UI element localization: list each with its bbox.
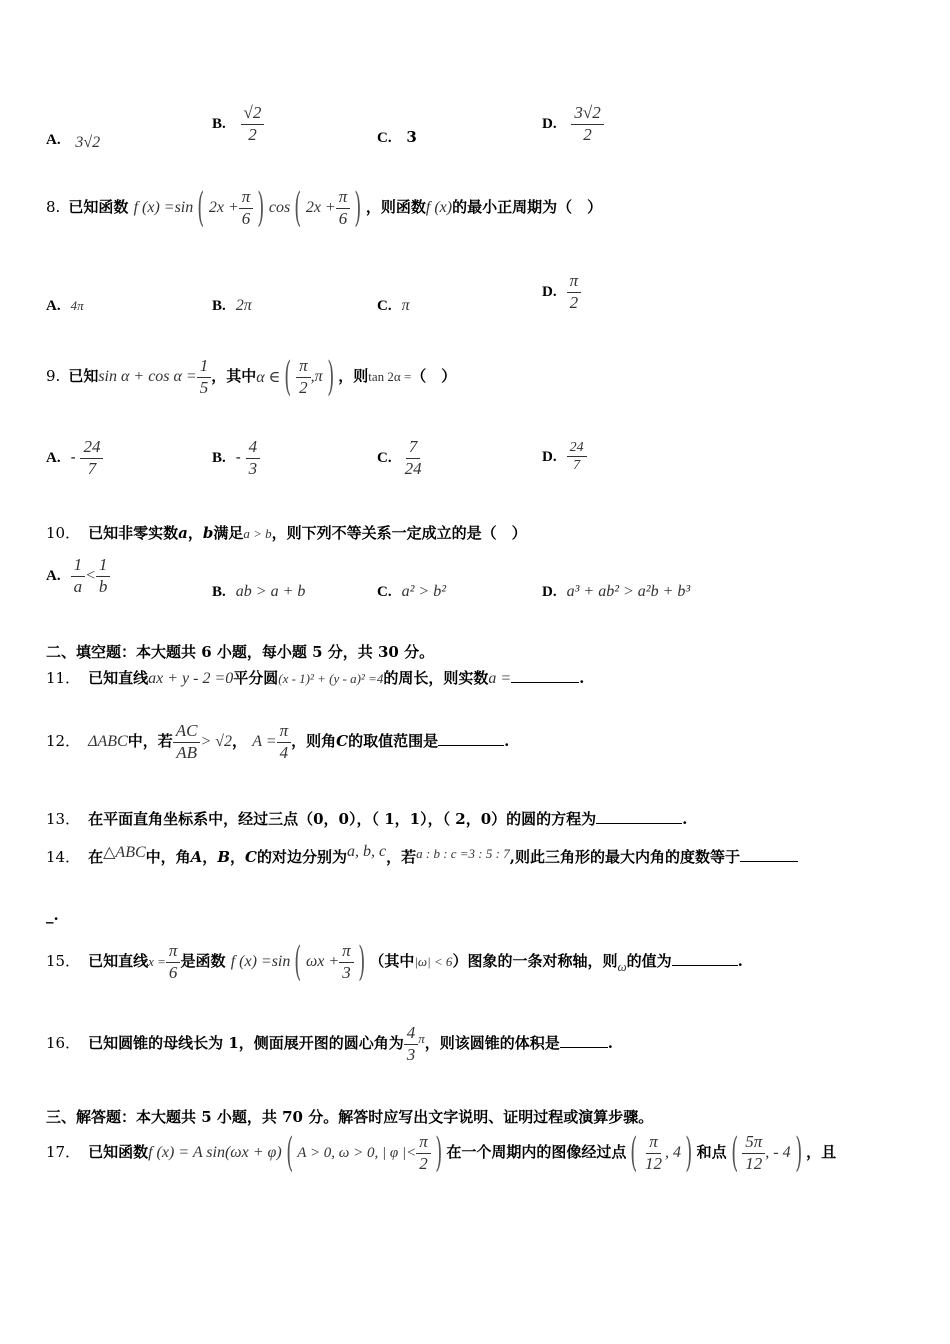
option-value: a³ + ab² > a²b + b³ bbox=[566, 583, 691, 600]
option-label: D. bbox=[542, 116, 557, 133]
q9-option-b bbox=[212, 438, 260, 478]
question-number: 12． bbox=[46, 732, 81, 751]
question-9: 9. 已知sin α + cos α = $\frac{1}{5}$ ，其中α ∈ ( $\frac{\pi}{2}$ ,π ) ，则tan 2α =（ ） bbox=[46, 354, 457, 401]
question-text: ，则角 bbox=[291, 732, 337, 751]
question-number: 17． bbox=[46, 1143, 81, 1162]
question-text: 已知 bbox=[68, 367, 99, 386]
answer-blank[interactable] bbox=[740, 847, 798, 862]
option-fraction: $\frac{3√2}{2}$ bbox=[571, 104, 603, 144]
question-text: 已知圆锥的母线长为 1，侧面展开图的圆心角为 bbox=[88, 1034, 404, 1053]
math-fraction: $\frac{\pi}{6}$ bbox=[336, 188, 351, 228]
math-expr: < bbox=[85, 567, 96, 585]
q7-option-c bbox=[377, 128, 417, 147]
question-text: ）图象的一条对称轴，则 bbox=[452, 952, 618, 971]
section-heading-solutions: 三、解答题：本大题共 5 小题，共 70 分。解答时应写出文字说明、证明过程或演算步骤。 bbox=[46, 1108, 654, 1126]
q9-option-c bbox=[377, 438, 425, 478]
option-fraction: $\frac{24}{7}$ bbox=[80, 438, 103, 478]
question-number: 14． bbox=[46, 848, 81, 866]
question-text: ，则该圆锥的体积是 bbox=[424, 1034, 560, 1053]
question-text: （ ） bbox=[411, 367, 457, 386]
option-label: C. bbox=[377, 298, 392, 314]
q8-option-a bbox=[46, 296, 84, 315]
option-label: B. bbox=[212, 116, 226, 133]
option-value: 4π bbox=[70, 298, 84, 313]
question-8: 8. 已知函数 f (x) =sin ( 2x + $\frac{\pi}{6}$ ) cos ( 2x + $\frac{\pi}{6}$ ) ，则函数f (x)的最小正周期为（ ） bbox=[46, 185, 603, 232]
question-text: . bbox=[607, 1034, 614, 1053]
math-expr: a > b bbox=[243, 526, 272, 541]
question-text: 已知函数 bbox=[88, 1143, 149, 1162]
question-text: 已知非零实数 bbox=[88, 524, 179, 542]
answer-blank[interactable] bbox=[438, 731, 504, 746]
option-value: 3√2 bbox=[75, 134, 101, 151]
question-number: 11． bbox=[46, 669, 81, 687]
question-text: ， bbox=[187, 524, 203, 542]
question-text: 是函数 bbox=[180, 952, 226, 971]
question-text: ，且 bbox=[806, 1143, 837, 1162]
question-text: 的对边分别为 bbox=[256, 848, 347, 866]
option-fraction: $\frac{1}{a}$ bbox=[71, 556, 86, 596]
math-expr: 2x + bbox=[208, 199, 239, 217]
option-label: B. bbox=[212, 298, 226, 314]
math-expr: a, b, c bbox=[346, 843, 387, 860]
question-text: ， bbox=[232, 732, 248, 751]
question-text: . bbox=[579, 669, 585, 687]
question-text: 已知直线 bbox=[88, 952, 149, 971]
math-expr: π bbox=[418, 1031, 425, 1047]
var-b: b bbox=[202, 524, 214, 542]
math-expr: ω bbox=[617, 959, 627, 975]
q10-option-d bbox=[542, 582, 690, 601]
question-14: 14． 在△ABC中，角A，B，C的对边分别为a, b, c，若a : b : c =3 : 5 : 7,则此三角形的最大内角的度数等于 bbox=[46, 846, 798, 867]
option-label: C. bbox=[377, 130, 392, 146]
math-fraction: $\frac{\pi}{12}$ bbox=[644, 1132, 662, 1173]
question-text: . bbox=[737, 952, 743, 971]
q10-option-b bbox=[212, 582, 305, 601]
option-sign: - bbox=[70, 448, 76, 467]
question-text: 中，若 bbox=[127, 732, 173, 751]
math-expr: ΔABC bbox=[88, 733, 128, 751]
question-text: ，则下列不等关系一定成立的是（ ） bbox=[271, 524, 527, 542]
question-text: 满足 bbox=[213, 524, 244, 542]
question-13 bbox=[46, 808, 687, 829]
q8-option-c bbox=[377, 296, 410, 315]
section-heading-fill-in: 二、填空题：本大题共 6 小题，每小题 5 分，共 30 分。 bbox=[46, 643, 435, 661]
question-14-continuation: _. bbox=[46, 906, 59, 924]
q7-option-a bbox=[46, 128, 100, 152]
question-number: 13． bbox=[46, 810, 81, 828]
option-label: A. bbox=[46, 450, 61, 467]
math-fraction: $\frac{4}{3}$ bbox=[404, 1024, 419, 1064]
question-text: 的最小正周期为（ ） bbox=[452, 198, 603, 217]
option-label: D. bbox=[542, 584, 557, 600]
option-label: A. bbox=[46, 568, 61, 585]
option-fraction: $\frac{√2}{2}$ bbox=[241, 104, 265, 144]
math-fraction: $\frac{\pi}{6}$ bbox=[239, 188, 254, 228]
question-text: ，若 bbox=[386, 848, 417, 866]
question-text: 已知直线 bbox=[88, 669, 149, 687]
answer-blank[interactable] bbox=[672, 951, 738, 966]
q8-option-b bbox=[212, 296, 252, 315]
question-text: 和点 bbox=[696, 1143, 727, 1162]
question-text: 的周长，则实数 bbox=[383, 669, 489, 687]
math-expr: △ABC bbox=[103, 844, 146, 861]
question-11 bbox=[46, 667, 584, 688]
answer-blank[interactable] bbox=[511, 668, 579, 683]
question-text: ，则函数 bbox=[365, 198, 426, 217]
option-fraction: $\frac{1}{b}$ bbox=[96, 556, 111, 596]
option-label: C. bbox=[377, 450, 392, 467]
option-label: C. bbox=[377, 584, 392, 600]
question-text: 的取值范围是 bbox=[348, 732, 439, 751]
option-value: π bbox=[401, 297, 410, 314]
option-value: 3 bbox=[406, 128, 417, 146]
question-text: ，则 bbox=[338, 367, 369, 386]
option-fraction: $\frac{\pi}{2}$ bbox=[567, 272, 582, 312]
math-expr: x = bbox=[148, 954, 166, 970]
math-fraction: $\frac{\pi}{3}$ bbox=[339, 942, 354, 982]
math-expr: , 4 bbox=[664, 1144, 681, 1162]
question-text: 中，角 bbox=[145, 848, 191, 866]
math-expr: f (x) = A sin(ωx + φ) bbox=[148, 1144, 282, 1162]
question-text: . bbox=[682, 810, 688, 828]
answer-blank[interactable] bbox=[560, 1033, 608, 1048]
option-label: A. bbox=[46, 298, 61, 314]
question-number: 8. bbox=[46, 198, 61, 217]
option-fraction: $\frac{4}{3}$ bbox=[246, 438, 261, 478]
math-expr: ,π bbox=[310, 368, 323, 386]
var-c: C bbox=[245, 848, 257, 866]
question-number: 10． bbox=[46, 524, 81, 542]
option-label: D. bbox=[542, 284, 557, 301]
math-expr: |ω| < 6 bbox=[414, 954, 453, 970]
option-sign: - bbox=[235, 448, 241, 467]
math-fraction: $\frac{\pi}{2}$ bbox=[416, 1133, 431, 1173]
question-17: 17． 已知函数f (x) = A sin(ωx + φ) ( A > 0, ω > 0, | φ |< $\frac{\pi}{2}$ ) 在一个周期内的图像经过点 ( $\frac{\pi}{12}$ , 4 ) 和点 ( $\frac{5\pi}{12}$ , - 4 ) ，且 bbox=[46, 1130, 837, 1177]
var-a: A bbox=[190, 848, 203, 866]
math-fraction: $\frac{\pi}{6}$ bbox=[166, 942, 181, 982]
question-text: 在平面直角坐标系中，经过三点（0，0），（ 1，1），（ 2，0）的圆的方程为 bbox=[88, 810, 597, 828]
math-expr: cos bbox=[268, 199, 291, 217]
q10-option-c bbox=[377, 582, 446, 601]
question-12 bbox=[46, 722, 509, 762]
math-fraction: $\frac{AC}{AB}$ bbox=[173, 722, 201, 762]
q8-option-d bbox=[542, 272, 581, 312]
question-text: （其中 bbox=[369, 952, 415, 971]
math-expr: ax + y - 2 =0 bbox=[148, 670, 234, 687]
question-number: 15． bbox=[46, 952, 81, 971]
option-value: a² > b² bbox=[401, 583, 446, 600]
math-expr: tan 2α = bbox=[368, 369, 412, 385]
math-fraction: $\frac{5\pi}{12}$ bbox=[742, 1133, 765, 1173]
math-expr: a = bbox=[488, 670, 512, 687]
math-expr: a : b : c =3 : 5 : 7 bbox=[416, 846, 510, 861]
question-15: 15． 已知直线x = $\frac{\pi}{6}$ 是函数 f (x) =sin ( ωx + $\frac{\pi}{3}$ ) （其中|ω| < 6）图象的一条对称轴，则ω的值为 . bbox=[46, 939, 743, 986]
option-fraction: $\frac{7}{24}$ bbox=[404, 437, 422, 478]
q9-option-a bbox=[46, 438, 103, 478]
var-b: B bbox=[217, 848, 230, 866]
math-expr: A > 0, ω > 0, | φ |< bbox=[297, 1144, 417, 1161]
q7-option-d bbox=[542, 104, 604, 144]
q10-option-a bbox=[46, 556, 110, 596]
math-expr: ωx + bbox=[305, 953, 340, 971]
q9-option-d bbox=[542, 440, 587, 474]
math-expr: 2x + bbox=[305, 199, 336, 217]
option-label: B. bbox=[212, 450, 226, 467]
option-value: ab > a + b bbox=[235, 583, 306, 600]
question-text: 平分圆 bbox=[233, 669, 279, 687]
math-expr: f (x) bbox=[425, 199, 453, 217]
math-fraction: $\frac{\pi}{4}$ bbox=[277, 722, 292, 762]
var-c: C bbox=[336, 732, 349, 751]
question-number: 16． bbox=[46, 1034, 81, 1053]
math-fraction: $\frac{1}{5}$ bbox=[197, 357, 212, 397]
question-text: 在 bbox=[88, 848, 104, 866]
question-text: . bbox=[504, 732, 510, 751]
option-label: D. bbox=[542, 448, 557, 465]
math-expr: (x - 1)² + (y - a)² =4 bbox=[278, 671, 384, 686]
option-label: B. bbox=[212, 584, 226, 600]
question-text: 已知函数 bbox=[68, 198, 129, 217]
question-text: ,则此三角形的最大内角的度数等于 bbox=[509, 848, 740, 866]
question-text: 的值为 bbox=[626, 952, 672, 971]
question-text: 在一个周期内的图像经过点 bbox=[446, 1143, 627, 1162]
question-number: 9. bbox=[46, 367, 61, 386]
answer-blank[interactable] bbox=[596, 809, 682, 824]
option-label: A. bbox=[46, 132, 61, 148]
math-expr: , - 4 bbox=[765, 1144, 791, 1162]
math-expr: A = bbox=[252, 733, 277, 751]
option-fraction: $\frac{24}{7}$ bbox=[567, 440, 587, 474]
question-16 bbox=[46, 1024, 613, 1064]
q7-option-b bbox=[212, 104, 264, 144]
question-text: ，其中 bbox=[211, 367, 257, 386]
math-fraction: $\frac{\pi}{2}$ bbox=[296, 357, 311, 397]
math-expr: f (x) =sin bbox=[133, 199, 194, 217]
math-expr: sin α + cos α = bbox=[98, 368, 197, 386]
math-expr: f (x) =sin bbox=[230, 953, 291, 971]
question-10 bbox=[46, 522, 527, 543]
math-expr: > √2 bbox=[200, 733, 233, 751]
var-a: a bbox=[178, 524, 188, 542]
option-value: 2π bbox=[235, 297, 252, 314]
math-expr: α ∈ bbox=[256, 369, 281, 387]
